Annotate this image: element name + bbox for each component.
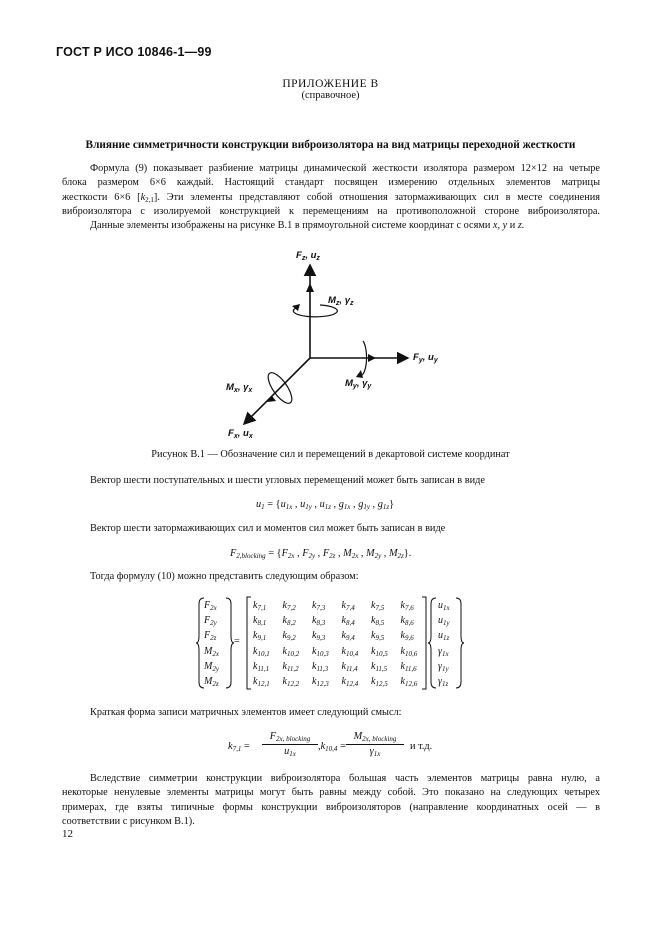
- matrix-equation: [196, 596, 466, 690]
- matrix-cell-1-1: $k_{8,2}$: [282, 615, 296, 628]
- appendix-title: ПРИЛОЖЕНИЕ В: [282, 78, 379, 90]
- matrix-cell-2-1: $k_{9,2}$: [282, 630, 296, 643]
- matrix-cell-1-5: $k_{8,6}$: [400, 615, 414, 628]
- matrix-cell-3-4: $k_{10,5}$: [371, 645, 388, 658]
- lhs-entry-4: $M_{2y}$: [204, 660, 219, 673]
- matrix-cell-0-4: $k_{7,5}$: [371, 600, 385, 612]
- force-item-4: $M_{2y}$: [366, 548, 382, 560]
- matrix-cell-0-0: $k_{7,1}$: [253, 600, 267, 612]
- para1-line1: Формула (9) показывает разбиение матрицы динамической жесткости изолятора размером 12×12 на четыре: [90, 163, 600, 174]
- matrix-cell-2-4: $k_{9,5}$: [371, 630, 385, 643]
- rhs-entry-2: $u_{1z}$: [438, 630, 450, 643]
- rhs-entry-0: $u_{1x}$: [438, 600, 450, 612]
- displacement-item-2: $u_{1z}$: [319, 499, 331, 511]
- matrix-cell-1-2: $k_{8,3}$: [312, 615, 326, 628]
- para1-line4: виброизолятора с изолируемой конструкцией к перемещениям на противоположной стороне виброизолятора.: [62, 205, 600, 217]
- matrix-row: [253, 644, 430, 659]
- rhs-entry-5: $\gamma_{1z}$: [438, 676, 449, 689]
- force-item-0: $F_{2x}$: [281, 548, 295, 560]
- fraction-1-numerator: $F_{2x, blocking}$: [262, 731, 318, 745]
- matrix-cell-4-3: $k_{11,4}$: [341, 660, 358, 673]
- label-mx-gx: $M_x$, $\gamma_x$: [226, 382, 253, 394]
- figure-caption: Рисунок В.1 — Обозначение сил и перемещений в декартовой системе координат: [151, 449, 510, 460]
- matrix-cell-4-5: $k_{11,6}$: [400, 660, 417, 673]
- force-item-1: $F_{2y}$: [302, 548, 316, 560]
- matrix-rhs-vector: [438, 598, 458, 689]
- vector-forces-text: Вектор шести затормаживающих сил и моментов сил может быть записан в виде: [90, 523, 446, 534]
- displacement-item-1: $u_{1y}$: [300, 499, 312, 511]
- matrix-cell-0-3: $k_{7,4}$: [341, 600, 355, 612]
- matrix-row: [253, 598, 430, 613]
- displacement-item-4: $g_{1y}$: [358, 499, 370, 511]
- lhs-entry-5: $M_{2z}$: [204, 676, 219, 689]
- matrix-cell-2-2: $k_{9,3}$: [312, 630, 326, 643]
- stiffness-matrix: [253, 598, 430, 689]
- matrix-cell-4-2: $k_{11,3}$: [312, 660, 329, 673]
- appendix-subtitle: (справочное): [301, 90, 360, 101]
- lhs-entry-0: $F_{2x}$: [204, 600, 217, 612]
- para1-line2: блока размером 6×6 каждый. Настоящий стандарт посвящен измерению отдельных элементов матрицы: [62, 177, 600, 189]
- short-form-equation: [228, 731, 448, 765]
- equation-force-vector: $F_{2,blocking} = \{F_{2x}$ , $F_{2y}$ , $F_{2z}$ , $M_{2x}$ , $M_{2y}$ , $M_{2z}$}.: [230, 548, 412, 560]
- matrix-cell-0-5: $k_{7,6}$: [400, 600, 414, 612]
- k104-term: $,k_{10,4}$ =: [318, 741, 346, 753]
- displacement-item-5: $g_{1z}$: [377, 499, 390, 511]
- matrix-cell-5-5: $k_{12,6}$: [400, 676, 418, 689]
- para2-line3: примерах, где взяты типичные формы конструкции виброизоляторов (направление координатных осей — в: [62, 801, 600, 813]
- matrix-cell-3-0: $k_{10,1}$: [253, 645, 270, 658]
- matrix-cell-3-1: $k_{10,2}$: [282, 645, 300, 658]
- rhs-entry-4: $\gamma_{1y}$: [438, 660, 449, 673]
- matrix-cell-4-0: $k_{11,1}$: [253, 660, 270, 673]
- rhs-entry-1: $u_{1y}$: [438, 615, 450, 628]
- matrix-cell-3-2: $k_{10,3}$: [312, 645, 329, 658]
- displacement-item-3: $g_{1x}$: [338, 499, 351, 511]
- etc-text: и т.д.: [410, 741, 433, 752]
- label-fy-uy: $F_y$, $u_y$: [413, 352, 438, 364]
- force-items: $F_{2x}$ , $F_{2y}$ , $F_{2z}$ , $M_{2x}$ , $M_{2y}$ , $M_{2z}$: [281, 548, 404, 560]
- fraction-2-denominator: $\gamma_{1x}$: [369, 746, 381, 758]
- label-mz-gz: $M_z$, $\gamma_z$: [328, 295, 354, 307]
- matrix-cell-5-3: $k_{12,4}$: [341, 676, 359, 689]
- matrix-equals: =: [234, 636, 240, 647]
- label-fz-uz: $F_z$, $u_z$: [296, 250, 320, 262]
- fraction-1: [262, 731, 318, 759]
- vector-displacement-text: Вектор шести поступательных и шести угловых перемещений может быть записан в виде: [90, 475, 485, 486]
- matrix-cell-2-0: $k_{9,1}$: [253, 630, 267, 643]
- para2-line4: соответствии с рисунком В.1).: [62, 815, 195, 827]
- matrix-cell-0-1: $k_{7,2}$: [282, 600, 296, 612]
- coordinate-system-figure: [210, 240, 450, 445]
- rotation-y-icon: [356, 341, 376, 378]
- lhs-entry-3: $M_{2x}$: [204, 645, 219, 658]
- k71-term: $k_{7,1}$ =: [228, 741, 250, 753]
- para2-line1: Вследствие симметрии конструкции виброизолятора большая часть элементов матрицы равна нулю, а: [90, 773, 600, 784]
- matrix-cell-5-2: $k_{12,3}$: [312, 676, 329, 689]
- matrix-cell-3-3: $k_{10,4}$: [341, 645, 359, 658]
- equation-displacement-vector: $u_1 = \{u_{1x}$ , $u_{1y}$ , $u_{1z}$ , $g_{1x}$ , $g_{1y}$ , $g_{1z}$}: [256, 499, 395, 511]
- matrix-cell-1-4: $k_{8,5}$: [371, 615, 385, 628]
- displacement-items: $u_{1x}$ , $u_{1y}$ , $u_{1z}$ , $g_{1x}$ , $g_{1y}$ , $g_{1z}$: [280, 499, 390, 511]
- page-number: 12: [62, 828, 73, 840]
- fraction-1-denominator: $u_{1x}$: [284, 746, 296, 758]
- matrix-row: [253, 659, 430, 674]
- matrix-cell-4-4: $k_{11,5}$: [371, 660, 388, 673]
- matrix-cell-1-3: $k_{8,4}$: [341, 615, 355, 628]
- document-header: ГОСТ Р ИСО 10846-1—99: [56, 45, 212, 59]
- force-item-3: $M_{2x}$: [343, 548, 359, 560]
- matrix-cell-2-5: $k_{9,6}$: [400, 630, 414, 643]
- formula-intro-text: Тогда формулу (10) можно представить следующим образом:: [90, 571, 359, 582]
- force-item-5: $M_{2z}$: [388, 548, 404, 560]
- matrix-row: [253, 613, 430, 628]
- matrix-cell-5-0: $k_{12,1}$: [253, 676, 270, 689]
- force-item-2: $F_{2z}$: [322, 548, 336, 560]
- para1-line3: жесткости 6×6 $[k_{2,1}]$. Эти элементы представляют собой отношения затормаживающих сил в месте соединения: [62, 191, 600, 204]
- paragraph-intro: [62, 162, 600, 233]
- para1-line5: Данные элементы изображены на рисунке В.1 в прямоугольной системе координат с осями x, y и z.: [90, 220, 525, 232]
- matrix-cell-2-3: $k_{9,4}$: [341, 630, 355, 643]
- matrix-row: [253, 628, 430, 643]
- lhs-entry-1: $F_{2y}$: [204, 615, 217, 628]
- x-axis: [244, 358, 310, 424]
- section-title: Влияние симметричности конструкции виброизолятора на вид матрицы переходной жесткости: [85, 139, 576, 151]
- label-my-gy: $M_y$, $\gamma_y$: [345, 378, 372, 390]
- matrix-lhs-vector: [204, 598, 226, 689]
- label-fx-ux: $F_x$, $u_x$: [228, 428, 253, 440]
- fraction-2-numerator: $M_{2x, blocking}$: [346, 731, 404, 745]
- paragraph-symmetry: [62, 772, 600, 829]
- matrix-cell-0-2: $k_{7,3}$: [312, 600, 326, 612]
- short-form-text: Краткая форма записи матричных элементов имеет следующий смысл:: [90, 707, 402, 718]
- matrix-cell-1-0: $k_{8,1}$: [253, 615, 267, 628]
- matrix-cell-3-5: $k_{10,6}$: [400, 645, 418, 658]
- matrix-cell-5-1: $k_{12,2}$: [282, 676, 300, 689]
- matrix-cell-5-4: $k_{12,5}$: [371, 676, 388, 689]
- fraction-2: [346, 731, 404, 759]
- para2-line2: некоторые ненулевые элементы матрицы могут быть равны между собой. Это показано на следующих четырех: [62, 787, 600, 799]
- displacement-item-0: $u_{1x}$: [280, 499, 293, 511]
- rhs-entry-3: $\gamma_{1x}$: [438, 645, 449, 658]
- matrix-row: [253, 674, 430, 689]
- lhs-entry-2: $F_{2z}$: [204, 630, 217, 643]
- matrix-cell-4-1: $k_{11,2}$: [282, 660, 299, 673]
